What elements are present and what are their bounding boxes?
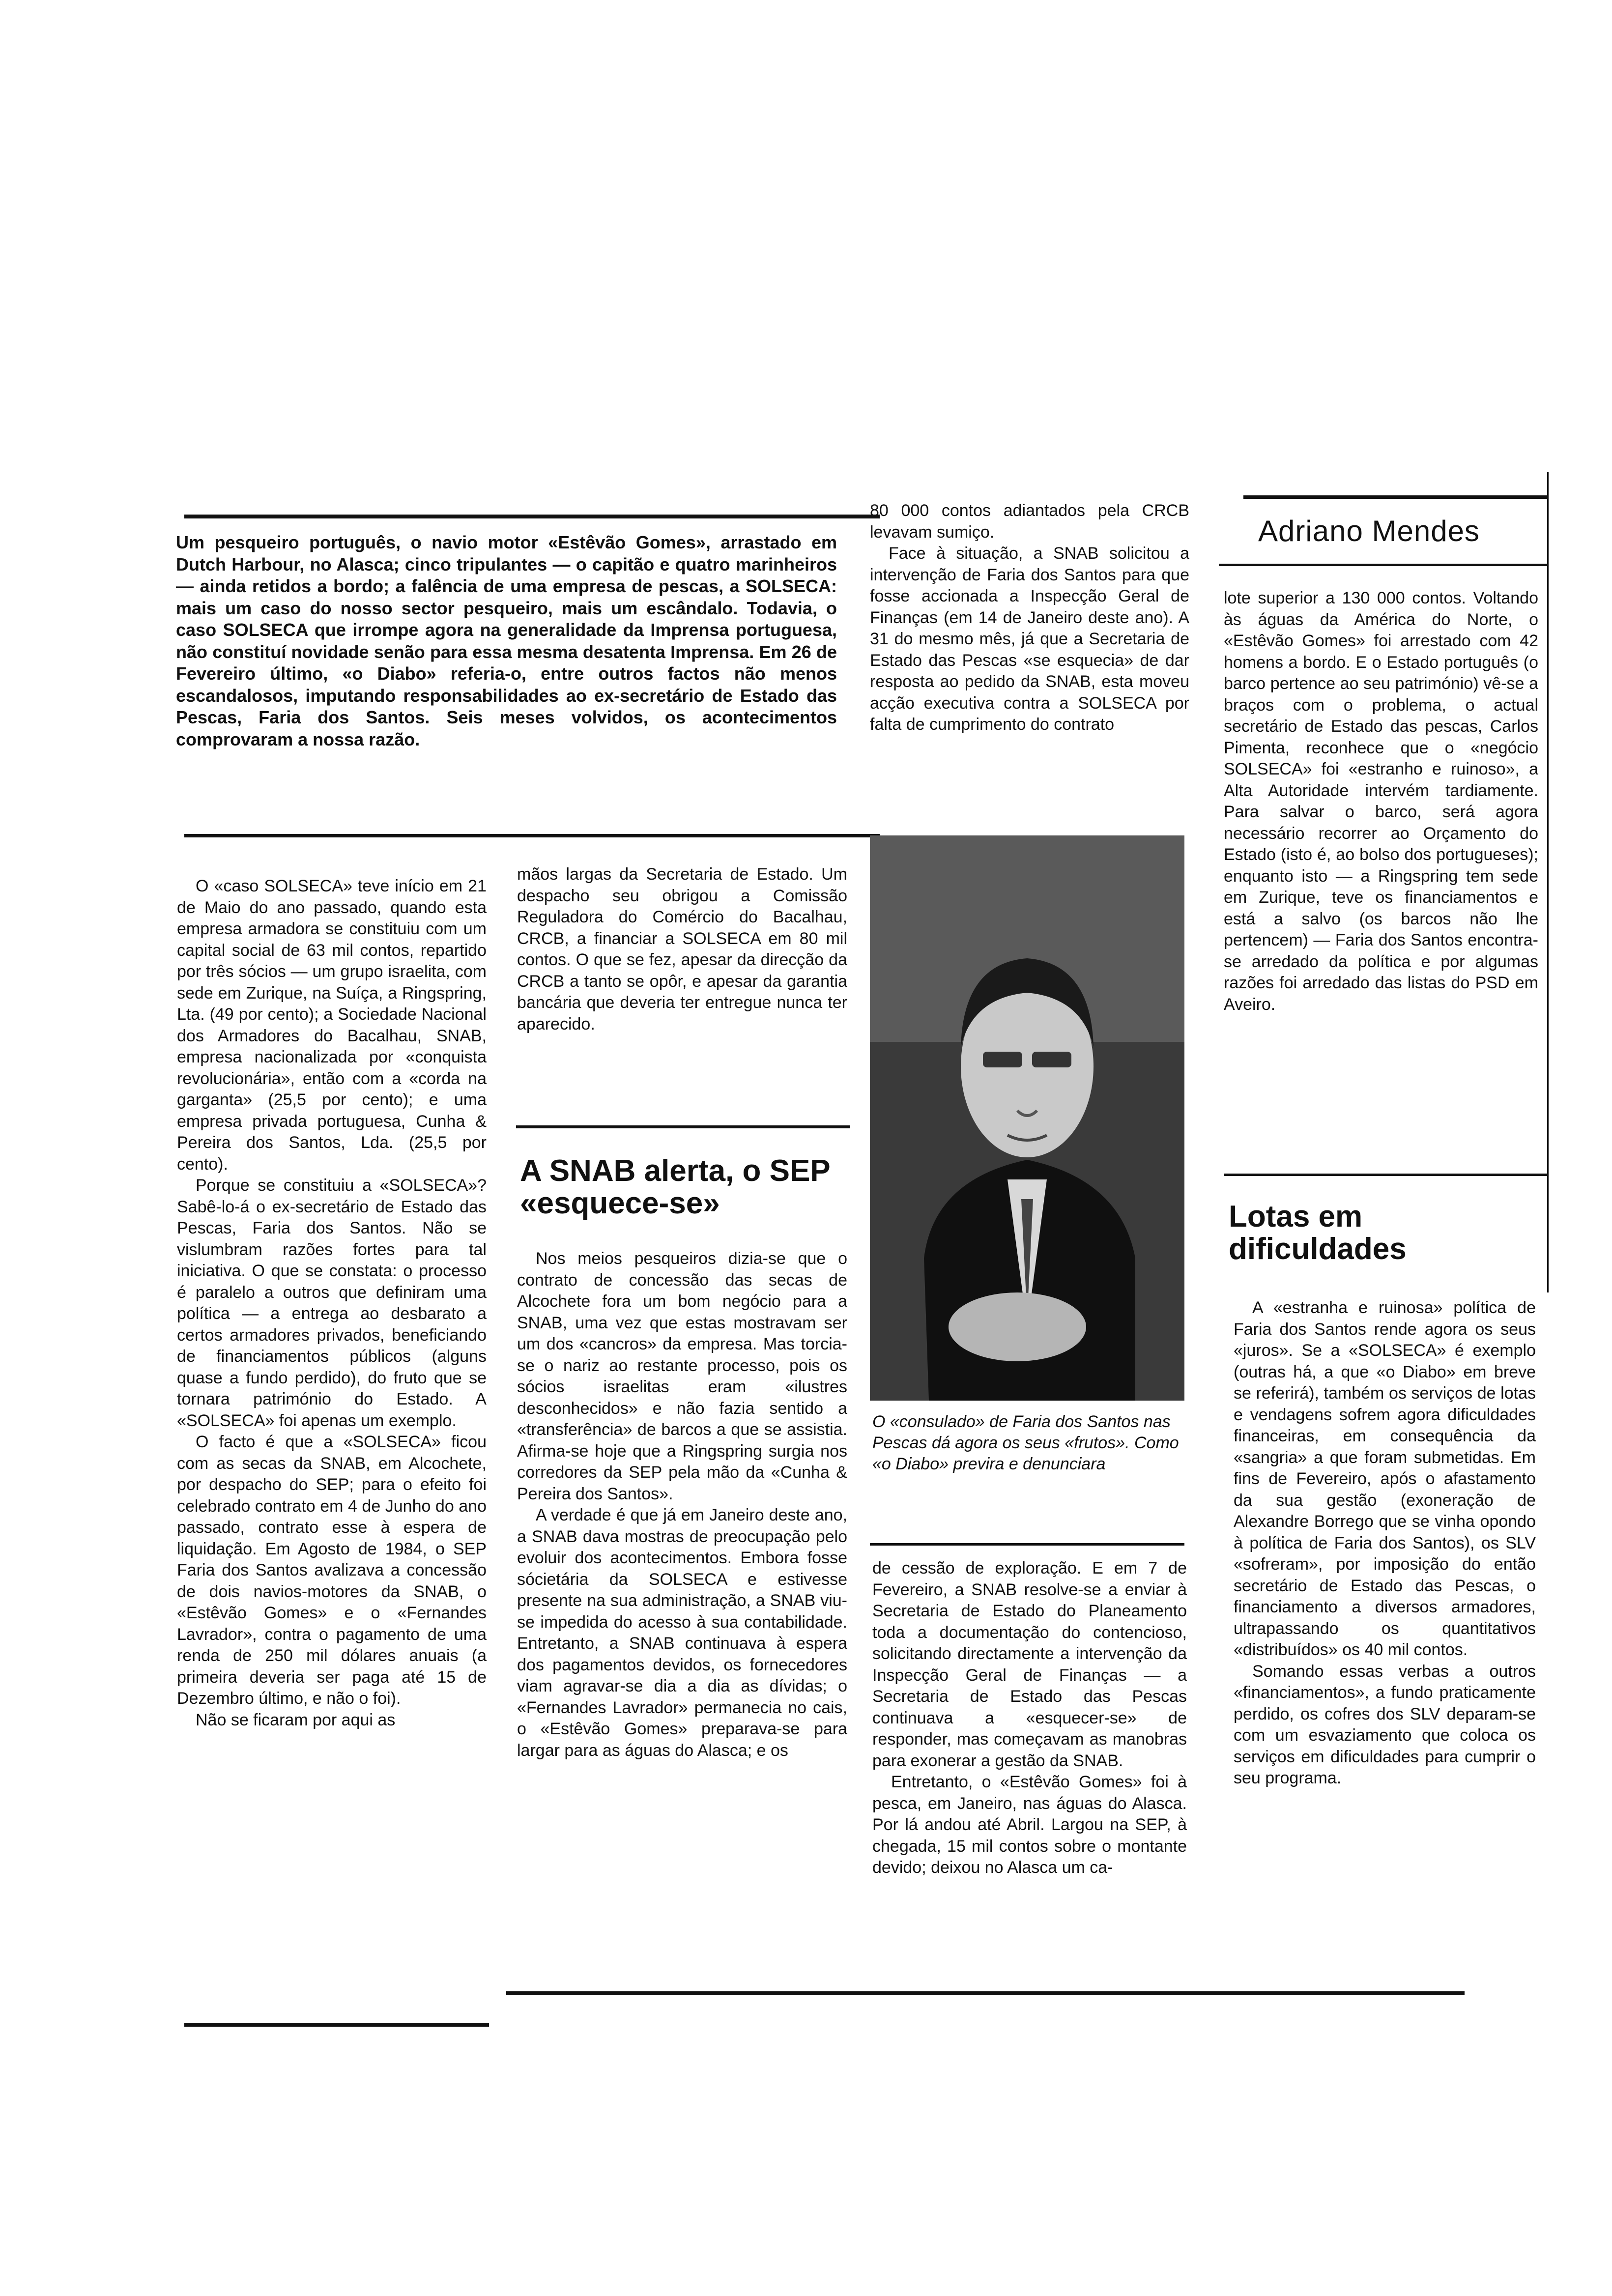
column-3-top — [870, 500, 1189, 736]
portrait-illustration — [870, 835, 1184, 1401]
col2-paragraph: A verdade é que já em Janeiro deste ano, a SNAB dava mostras de preocupação pelo evoluir dos acontecimentos. Embora fosse sócietária da SOLSECA e estivesse presente na sua administração, a SNAB viu-se impedida do acesso à sua contabilidade. Entretanto, a SNAB continuava à espera dos pagamentos devidos, os fornecedores viam agravar-se dia a dia as dívidas; o «Fernandes Lavrador» permanecia no cais, o «Estêvão Gomes» preparava-se para largar para as águas do Alasca; e os — [517, 1506, 847, 1760]
col1-paragraph: O facto é que a «SOLSECA» ficou com as secas da SNAB, em Alcochete, por despacho do SEP; para o efeito foi celebrado contrato em 4 de Junho do ano passado, contrato esse à espera de liquidação. Em Agosto de 1984, o SEP Faria dos Santos avalizava a concessão de dois navios-motores da SNAB, o «Estêvão Gomes» e o «Fernandes Lavrador», contra o pagamento de uma renda de 250 mil dólares anuais (a primeira deveria ser paga até 15 de Dezembro último, e não o foi). — [177, 1433, 487, 1708]
rule-bottom-left — [184, 2023, 489, 2027]
rule-byline-bottom — [1219, 564, 1548, 566]
heading-snab-alerta: A SNAB alerta, o SEP «esquece-se» — [520, 1154, 830, 1220]
lead-paragraph — [176, 532, 837, 750]
rule-top-left — [184, 515, 880, 518]
lead-text: Um pesqueiro português, o navio motor «Estêvão Gomes», arrastado em Dutch Harbour, no Alasca; cinco tripulantes — o capitão e quatro marinheiros — ainda retidos a bordo; a falência de uma empresa de pescas, a SOLSECA: mais um caso do nosso sector pesqueiro, mais um escândalo. Todavia, o caso SOLSECA que irrompe agora na generalidade da Imprensa portuguesa, não constituí novidade senão para essa mesma desatenta Imprensa. Em 26 de Fevereiro último, «o Diabo» referia-o, entre outros factos não menos escandalosos, imputando responsabilidades ao ex-secretário de Estado das Pescas, Faria dos Santos. Seis meses volvidos, os acontecimentos comprovaram a nossa razão. — [176, 532, 837, 749]
portrait-photo — [870, 835, 1184, 1401]
column-1 — [177, 876, 487, 1731]
col4-paragraph: lote superior a 130 000 contos. Voltando às águas da América do Norte, o «Estêvão Gomes» foi arrestado com 42 homens a bordo. E o Estado português (o barco pertence ao seu património) vê-se a braços com o problema, o actual secretário de Estado das pescas, Carlos Pimenta, reconhece que o «negócio SOLSECA» foi «estranho e ruinoso», a Alta Autoridade intervém tardiamente. Para salvar o barco, será agora necessário recorrer ao Orçamento do Estado (isto é, ao bolso dos portugueses); enquanto isto — a Ringspring tem sede em Zurique, teve os financiamentos e está a salvo (os barcos não lhe pertencem) — Faria dos Santos encontra-se arredado da política e por algumas razões foi arredado das listas do PSD em Aveiro. — [1224, 589, 1538, 1014]
col1-paragraph: Não se ficaram por aqui as — [196, 1710, 396, 1729]
column-4-bottom — [1234, 1297, 1536, 1789]
rule-col2-heading — [516, 1125, 850, 1128]
rule-under-lead — [184, 834, 880, 837]
col1-paragraph: O «caso SOLSECA» teve início em 21 de Maio do ano passado, quando esta empresa armadora se constituiu com um capital social de 63 mil contos, repartido por três sócios — um grupo israelita, com sede em Zurique, na Suíça, a Ringspring, Lta. (49 por cento); a Sociedade Nacional dos Armadores do Bacalhau, SNAB, empresa nacionalizada por «conquista revolucionária», então com a «corda na garganta» (25,5 por cento); e uma empresa privada portuguesa, Cunha & Pereira dos Santos, Lda. (25,5 por cento). — [177, 877, 487, 1174]
author-byline: Adriano Mendes — [1258, 515, 1480, 547]
photo-caption: O «consulado» de Faria dos Santos nas Pescas dá agora os seus «frutos». Como «o Diabo» previra e denunciara — [872, 1412, 1179, 1473]
col1-paragraph: Porque se constituiu a «SOLSECA»? Sabê-lo-á o ex-secretário de Estado das Pescas, Faria dos Santos. Não se vislumbram razões fortes para tal iniciativa. O que se constata: o processo é paralelo a outros que definiram uma política — a entrega ao desbarato a certos armadores privados, beneficiando de financiamentos públicos (alguns quase a fundo perdido), do fruto que se tornara património do Estado. A «SOLSECA» foi apenas um exemplo. — [177, 1176, 487, 1430]
rule-col3-mid — [870, 1543, 1184, 1546]
rule-bottom-right — [506, 1991, 1465, 1995]
col3-paragraph: Entretanto, o «Estêvão Gomes» foi à pesca, em Janeiro, nas águas do Alasca. Por lá andou até Abril. Largou na SEP, à chegada, 15 mil contos sobre o montante devido; deixou no Alasca um ca- — [872, 1773, 1187, 1877]
col4-paragraph: A «estranha e ruinosa» política de Faria dos Santos rende agora os seus «juros». Se a «SOLSECA» é exemplo (outras há, a que «o Diabo» em breve se referirá), também os serviços de lotas e vendagens sofrem agora dificuldades financeiras, em consequência da «sangria» a que foram submetidas. Em fins de Fevereiro, após o afastamento da sua gestão (exoneração de Alexandre Borrego que se vinha opondo à política de Faria dos Santos), os SLV «sofreram», por imposição do então secretário de Estado das Pescas, o financiamento a diversos armadores, ultrapassando os quantitativos «distribuídos» os 40 mil contos. — [1234, 1298, 1536, 1659]
column-3-bottom — [872, 1558, 1187, 1879]
rule-right-edge — [1547, 472, 1549, 1292]
column-4-top — [1224, 588, 1538, 1015]
col3-paragraph: de cessão de exploração. E em 7 de Fevereiro, a SNAB resolve-se a enviar à Secretaria de Estado do Planeamento toda a documentação do contencioso, solicitando directamente a intervenção da Inspecção Geral de Finanças — a Secretaria de Estado das Pescas continuava a «esquecer-se» de responder, mas começavam as manobras para exonerar a gestão da SNAB. — [872, 1559, 1187, 1770]
heading-lotas: Lotas em dificuldades — [1229, 1200, 1407, 1266]
col3-paragraph: Face à situação, a SNAB solicitou a intervenção de Faria dos Santos para que fosse accionada a Inspecção Geral de Finanças (em 14 de Janeiro deste ano). A 31 do mesmo mês, já que a Secretaria de Estado das Pescas «se esquecia» de dar resposta ao pedido da SNAB, esta moveu acção executiva contra a SOLSECA por falta de cumprimento do contrato — [870, 544, 1189, 734]
column-2-top — [517, 864, 847, 1035]
col2-paragraph: mãos largas da Secretaria de Estado. Um despacho seu obrigou a Comissão Reguladora do Comércio do Bacalhau, CRCB, a financiar a SOLSECA em 80 mil contos. O que se fez, apesar da direcção da CRCB a tanto se opôr, e apesar da garantia bancária que deveria ter entregue nunca ter aparecido. — [517, 865, 847, 1033]
rule-byline-top — [1243, 495, 1548, 499]
rule-col4-mid — [1224, 1174, 1548, 1176]
col3-paragraph: 80 000 contos adiantados pela CRCB levavam sumiço. — [870, 501, 1189, 542]
col4-paragraph: Somando essas verbas a outros «financiamentos», a fundo praticamente perdido, os cofres dos SLV deparam-se com um esvaziamento que coloca os serviços em dificuldades para cumprir o seu programa. — [1234, 1662, 1536, 1787]
column-2-bottom — [517, 1248, 847, 1761]
col2-paragraph: Nos meios pesqueiros dizia-se que o contrato de concessão das secas de Alcochete fora um bom negócio para a SNAB, uma vez que estas mostravam ser um dos «cancros» da empresa. Mas torcia-se o nariz ao restante processo, pois os sócios israelitas eram «ilustres desconhecidos» e não fazia sentido a «transferência» de barcos a que se assistia. Afirma-se hoje que a Ringspring surgia nos corredores da SEP pela mão da «Cunha & Pereira dos Santos». — [517, 1249, 847, 1503]
